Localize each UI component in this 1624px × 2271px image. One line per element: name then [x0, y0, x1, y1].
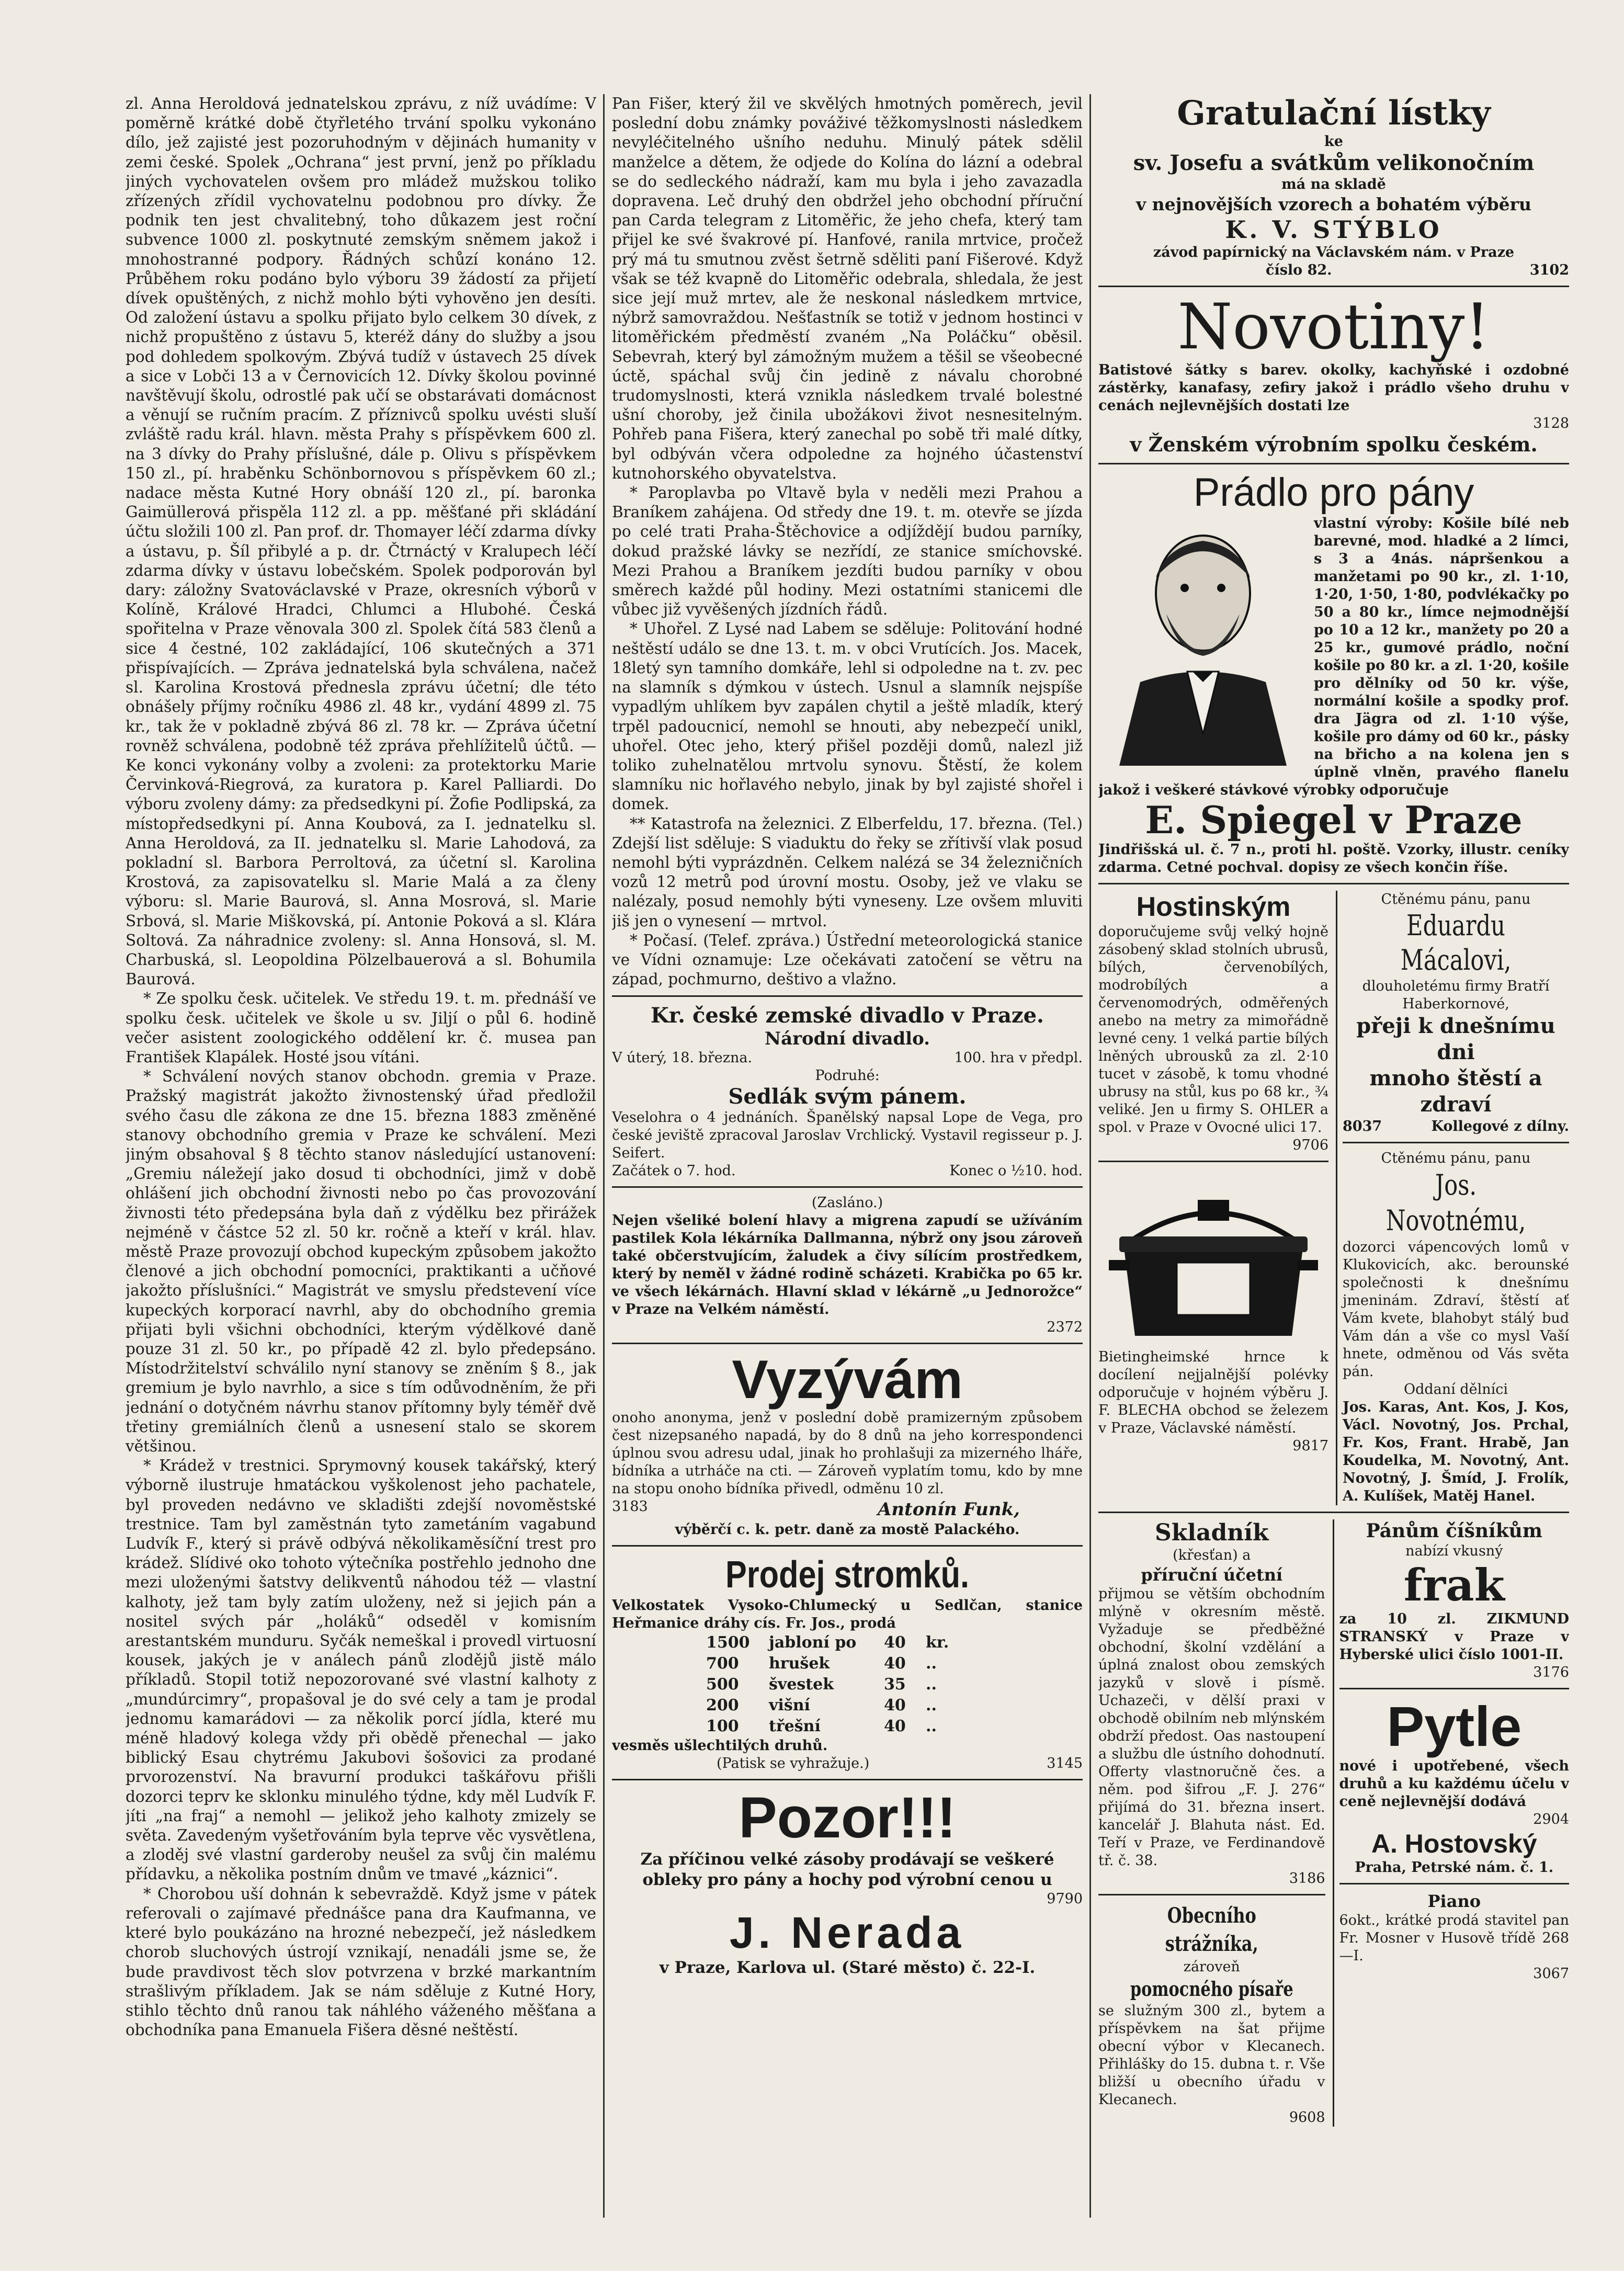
price-item: višní — [769, 1696, 810, 1715]
column-3 — [1098, 94, 1569, 2228]
price-value: 35 — [884, 1675, 906, 1694]
divider — [1339, 1883, 1569, 1884]
ad-number: 3145 — [1047, 1755, 1083, 1772]
theatre-ad — [612, 1003, 1083, 1180]
article-text — [126, 94, 596, 2040]
ad-number: 2372 — [1047, 1319, 1083, 1336]
price-item: jabloní po — [769, 1633, 857, 1652]
ad-number: 9790 — [1047, 1891, 1083, 1907]
divider — [612, 1343, 1083, 1344]
frak-line2: nabízí vkusný — [1405, 1543, 1503, 1559]
divider — [1098, 1512, 1569, 1513]
mac-wish2: mnoho štěstí a zdraví — [1369, 1066, 1542, 1117]
col3-right — [1336, 891, 1569, 1505]
pradlo-ad — [1098, 471, 1569, 877]
article-paragraph: * Ze spolku česk. učitelek. Ve středu 19. t. m. přednáší ve spolku česk. učitelek ve škole u sv. Jiljí o půl 6. hodině večer asistent zoologického oddělení kr. č. musea pan František Klapálek. Hosté jsou vítáni. — [126, 990, 596, 1066]
pradlo-title: Prádlo pro pány — [1193, 470, 1474, 515]
article-paragraph: * Krádež v trestnici. Sprymovný kousek takářský, který výborně ilustruje hmatáckou vyškolenost jeho pachatele, byl proveden nedávno ve skladišti zdejší novoměstské trestnice. Tam byl zaměstnán tyto zametáním vagabund Ludvík F., který si právě odbývá několikaměsíční trest pro krádež. Slídivé oko tohoto výtečníka postřehlo jednoho dne mezi uloženými šatstvy delikventů náhodou též — vlastní kalhoty, jež tam byly zatím uloženy, než si jejich pán a nositel svých pár „holáků“ odseděl v komisním arestantském munduru. Syčák nemeškal i provedl virtuosní kousek, jakých je v análech pánů zlodějů jistě málo příkladů. Stopil totiž nepozorované své vlastní kalhoty z „mundúrcimry“, propašoval je do své cely a tam je prodal jednomu kamarádovi — za několik porcí jídla, které mu méně hladový kolega vždy při obědě přenechal — jako biblický Esau chytrému Jakubovi šošovici za prodané prvorozenství. Na bravurní produkci taškářovu přišli dozorci teprv ke sklonku minulého týdne, kdy měl Ludvík F. jíti „na fraj“ a nemohl — jelikož jeho kalhoty zmizely se světa. Zavedeným vyšetřováním byla teprve věc vysvětlena, a zloděj své vlastní garderoby neušel za svůj čin malému přídavku, a několika postním dnům ve tmavé „káznici“. — [126, 1457, 596, 1883]
vyzyvam-title: Vyzývám — [732, 1349, 963, 1411]
novotiny-text: Batistové šátky s barev. okolky, kachyňské i ozdobné zástěrky, kanafasy, zefiry jakož i prádlo všeho druhu v cenách nejlevnějších dostati lze — [1098, 362, 1569, 414]
divider — [1098, 286, 1569, 287]
divider — [1098, 1161, 1328, 1162]
prodej-ad — [612, 1553, 1083, 1773]
grat-line4: závod papírnický na Václavském nám. v Praze — [1153, 244, 1515, 260]
pozor-title: Pozor!!! — [739, 1786, 956, 1850]
mac-foot — [1343, 1118, 1569, 1136]
price-row — [612, 1716, 1083, 1737]
price-unit: kr. — [926, 1633, 949, 1652]
frak-text: za 10 zl. ZIKMUND STRANSKÝ v Praze v Hyberské ulici číslo 1001-II. — [1339, 1611, 1569, 1663]
theatre-end: Konec o ½10. hod. — [949, 1163, 1083, 1179]
theatre-podruhe: Podruhé: — [815, 1068, 880, 1084]
ad-number: 3186 — [1289, 1870, 1325, 1887]
ad-number: 2904 — [1533, 1811, 1569, 1827]
divider — [612, 1779, 1083, 1780]
col3-right-bottom — [1333, 1519, 1569, 2127]
theatre-description: Veselohra o 4 jednáních. Španělský napsal Lope de Vega, pro české jeviště zpracoval Jaroslav Vrchlický. Vystavil regisseur p. J. Seifert. — [612, 1109, 1083, 1162]
divider — [1098, 1894, 1325, 1895]
pradlo-text: vlastní výroby: Košile bílé neb barevné, mod. hladké a 2 límci, s 3 a 4nás. nápršenkou a manžetami po 90 kr., zl. 1·10, 1·20, 1·50, 1·80, podvlékačky po 50 a 80 kr., límce nejmodnější po 10 a 12 kr., manžety po 20 a 25 kr., gumové prádlo, noční košile po 80 kr. a zl. 1·20, košile pro dělníky od 50 kr. výše, normální košile a spodky prof. dra Jägra od zl. 1·10 výše, košile pro dámy od 60 kr., pásky na břicho a na kolena jen s úplně vlněn, pravého flanelu jakož i veškeré stávkové výrobky odporučuje — [1098, 515, 1569, 798]
col3-split-bottom — [1098, 1519, 1569, 2127]
ad-number: 9817 — [1292, 1438, 1328, 1454]
piano-ad — [1339, 1891, 1569, 1983]
ad-number: 9706 — [1292, 1137, 1328, 1153]
price-item: třešní — [769, 1717, 821, 1736]
hostinskym-ad — [1098, 891, 1328, 1154]
article-paragraph: Pan Fišer, který žil ve skvělých hmotných poměrech, jevil poslední dobu známky pováživé těžkomyslnosti následkem nevyléčitelného ušního neduhu. Minulý pátek sdělil manželce a dětem, že odjede do Kolína do lázní a odebral se do sedleckého nádraží, kam mu byla i jeho zavazadla dopravena. Leč druhý den obdržel jeho obchodní příruční pan Carda telegram z Litoměřic, že jeho chefa, který tam přijel ke své švakrové pí. Hanfové, ranila mrtvice, pročež prý má tu smutnou zvěst šetrně sděliti paní Fišerové. Když však se též kvapně do Litoměřic odebrala, shledala, že jest sice její muž mrtev, ale že neskonal následkem mrtvice, nýbrž samovraždou. Nešťastník se totiž v jednom hostinci v litoměřickém předměstí zvaném „Na Poláčku“ oběsil. Sebevrah, který byl zámožným mužem a těšil se všeobecné úctě, spáchal svůj čin jedině z návalu chorobné trudomyslnosti, která vznikla následkem trvalé bolestné ušní choroby, jež činila ubožákovi život nesnesitelným. Pohřeb pana Fišera, který zanechal po sobě tři malé dítky, byl odbýván včera odpoledne za hojného účastenství kutnohorského obyvatelstva. — [612, 95, 1083, 482]
pozor-address: v Praze, Karlova ul. (Staré město) č. 22-I. — [659, 1958, 1036, 1978]
grat-line5: číslo 82. — [1266, 262, 1332, 278]
divider — [612, 1186, 1083, 1188]
sklad-title: Skladník — [1155, 1519, 1269, 1546]
divider — [612, 995, 1083, 997]
divider — [1098, 883, 1569, 884]
zaslano-ad — [612, 1194, 1083, 1336]
column-rule — [603, 94, 605, 2218]
pradlo-body — [1098, 515, 1569, 799]
grat-line3: v nejnovějších vzorech a bohatém výběru — [1135, 194, 1532, 214]
price-qty: 100 — [706, 1717, 739, 1736]
theatre-subscription: 100. hra v předpl. — [954, 1050, 1083, 1066]
sklad-sub2: příruční účetní — [1141, 1565, 1283, 1585]
pradlo-address: Jindřišská ul. č. 7 n., proti hl. poště. Vzorky, illustr. ceníky zdarma. Cetné pochval. dopisy ze všech končin říše. — [1098, 842, 1569, 876]
col3-split-top — [1098, 891, 1569, 1505]
price-dots: .. — [926, 1675, 937, 1694]
grat-title: Gratulační lístky — [1177, 94, 1491, 133]
macal-ad — [1343, 891, 1569, 1136]
column-1 — [126, 94, 596, 2228]
novotny-ad — [1343, 1150, 1569, 1505]
article-paragraph: * Paroplavba po Vltavě byla v neděli mezi Prahou a Braníkem zahájena. Od středy dne 19. t. m. otevře se jízda po celé trati Praha-Štěchovice a odjíždějí budou parníky, dokud pražské lávky se nezřídí, ze stanice smíchovské. Mezi Prahou a Braníkem jezdíti budou parníky v obou směrech každé půl hodiny. Mezi ostatními stanicemi dle vůbec již vyvěšených jízdních řádů. — [612, 484, 1083, 619]
gratulacni-ad — [1098, 94, 1569, 279]
pytle-ad — [1339, 1696, 1569, 1877]
straz-title: Obecního strážníka, — [1165, 1903, 1258, 1956]
pozor-ad — [612, 1787, 1083, 1978]
kettle-text: Bietingheimské hrnce k docílení nejjalnější polévky odporučuje v hojném výběru J. F. BLECHA obchod se železem v Praze, Václavské náměstí. — [1098, 1349, 1328, 1436]
grat-line2: má na skladě — [1281, 176, 1386, 192]
grat-line1: sv. Josefu a svátkům velikonočním — [1133, 151, 1535, 175]
novotiny-foot: v Ženském výrobním spolku českém. — [1130, 433, 1538, 456]
mac-name: Eduardu Mácalovi, — [1400, 909, 1512, 976]
piano-title: Piano — [1427, 1891, 1481, 1911]
pozor-name: J. Nerada — [729, 1908, 966, 1958]
prodej-text: Velkostatek Vysoko-Chlumecký u Sedlčan, stanice Heřmanice dráhy cís. Fr. Jos., prodá — [612, 1597, 1083, 1632]
price-qty: 1500 — [706, 1633, 750, 1652]
prodej-price-list — [612, 1632, 1083, 1737]
frak-ad — [1339, 1519, 1569, 1682]
pozor-text: Za příčinou velké zásoby prodávají se veškeré obleky pro pány a hochy pod výrobní cenou u — [640, 1850, 1054, 1890]
price-dots: .. — [926, 1717, 937, 1736]
price-dots: .. — [926, 1654, 937, 1673]
vyzyvam-name: Antonín Funk, — [877, 1499, 1020, 1520]
prodej-title: Prodej stromků. — [725, 1554, 969, 1596]
pytle-text: nové i upotřebené, všech druhů a ku každému účelu v ceně nejlevnější dodává — [1339, 1758, 1569, 1810]
divider — [1339, 1688, 1569, 1689]
novot-sign: Oddaní dělníci — [1403, 1381, 1508, 1398]
article-paragraph: * Chorobou uší dohnán k sebevraždě. Když jsme v pátek referovali o zajímavé přednášce pana dra Kaufmanna, ve které bylo poukázáno na hrozné nebezpečí, jež následkem chorob sluchových ústrojí vznikají, nenadáli jsme se, že bude pravdivost těch slov potvrzena v brzké markantním strašlivým příkladem. Jak se nám sděluje z Kutné Hory, stihlo těchto dnů ranou tak náhlého váženého měšťana a obchodníka pana Emanuela Fišera děsné neštěstí. — [126, 1884, 596, 2039]
theatre-start: Začátek o 7. hod. — [612, 1163, 736, 1179]
piano-text: 6okt., krátké prodá stavitel pan Fr. Mosner v Husově třídě 268—I. — [1339, 1912, 1569, 1964]
prodej-note: (Patisk se vyhražuje.) — [717, 1755, 870, 1772]
price-row — [612, 1674, 1083, 1695]
price-qty: 700 — [706, 1654, 739, 1673]
article-text — [612, 94, 1083, 989]
price-dots: .. — [926, 1696, 937, 1715]
price-qty: 500 — [706, 1675, 739, 1694]
price-row — [612, 1632, 1083, 1653]
vyzyvam-sub: výběrčí c. k. petr. daně za mostě Palackého. — [675, 1521, 1020, 1538]
price-value: 40 — [884, 1654, 906, 1673]
cooking-pot-illustration — [1098, 1168, 1328, 1346]
pytle-title: Pytle — [1387, 1695, 1522, 1758]
theatre-title: Kr. české zemské divadlo v Praze. — [651, 1003, 1044, 1028]
column-2 — [612, 94, 1083, 2228]
column-rule — [1089, 94, 1091, 2218]
vyzyvam-text: onoho anonyma, jenž v poslední době pramizerným způsobem čest nizepsaného napadá, by do 8 dnů na jeho korrespondenci úplnou svou adresu udal, jinak ho prohlašuji za mizerného lháře, bídníka a utrháče na cti. — Zároveň vyplatím tomu, kdo by mne na stopu onoho bídníka přivedl, odměnu 10 zl. — [612, 1410, 1083, 1497]
ad-number: 3102 — [1529, 262, 1569, 278]
pytle-name: A. Hostovský — [1371, 1829, 1537, 1858]
col3-left — [1098, 891, 1328, 1505]
article-paragraph: * Uhořel. Z Lysé nad Labem se sděluje: Politování hodné neštěstí událo se dne 13. t. m. v obci Vrutících. Jos. Macek, 18letý syn tamního domkáře, lehl si odpoledne na t. zv. pec na slamník s dýmkou v ústech. Usnul a slamník nejspíše vypadlým uhlíkem byv zapálen chytil a ještě mladík, který trpěl padoucnicí, nemohl se hnouti, aby nebezpečí unikl, uhořel. Otec jeho, který přišel později domů, nalezl již toliko zuhelnatělou mrtvolu synovu. Štěstí, že kolem slamníku nic hořlavého nebylo, jinak by byl zajisté shořel i domek. — [612, 620, 1083, 813]
price-value: 40 — [884, 1633, 906, 1652]
article-paragraph: ** Katastrofa na železnici. Z Elberfeldu, 17. března. (Tel.) Zdejší list sděluje: S viaduktu do řeky se zřítivší vlak posud nemohl býti vyprázdněn. Celkem nalézá se 34 železničních vozů 12 metrů pod úrovní mostu. Osoby, jež ve vlaku se nalézaly, posud nemohly býti vyneseny. Lze ovšem mluviti jiš jen o vynesení — mrtvol. — [612, 814, 1083, 930]
zaslano-head: (Zasláno.) — [811, 1195, 883, 1211]
grat-name: K. V. STÝBLO — [1225, 215, 1443, 244]
zaslano-text: Nejen všeliké bolení hlavy a migrena zapudí se užíváním pastilek Kola lékárníka Dallmanna, nýbrž ony jsou zároveň také občerstvujícím, žaludek a čivy sílícím prostředkem, který by neměl v žádné rodině scházeti. Krabička po 65 kr. ve všech lékárnách. Hlavní sklad v lékárně „u Jednorožce“ v Praze na Velkém náměstí. — [612, 1212, 1083, 1318]
divider — [1098, 463, 1569, 464]
divider — [612, 1545, 1083, 1547]
straz-sub: zároveň — [1183, 1959, 1240, 1975]
article-paragraph: * Schválení nových stanov obchodn. gremia v Praze. Pražský magistrát jakožto živnostenský úřad předložil svého času dle zákona ze dne 15. března 1883 změněné stanovy obchodního gremia v Praze ke schválení. Mezi jiným obsahoval § 8 těchto stanov následující ustanovení: „Gremiu náležejí jako dosud ti obchodníci, jimž v době ohlášení jich obchodní živnosti nebo po čas provozování živnosti této předepsána byla daň z výdělku bez přirážek nejméně v částce 52 zl. 50 kr. ročně a kteří v král. hlav. městě Praze provozují obchod kupeckým způsobem jakožto členové a jich obchodní pomocníci, praktikanti a učňové jakožto příslušníci.“ Magistrát ve smyslu předstevení více kupeckých korporací navrhl, aby do obchodního gremia přijati byli všichni obchodníci, kterým výdělkové daně pouze 31 zl. 50 kr., po případě 42 zl. bylo předepsáno. Místodržitelství schválilo nyní stanovy se zněním § 8., jak gremium je bylo navrhlo, a sice s tím odůvodněním, že při jednání o dotyčném návrhu stanov přítomny byly téměř dvě třetiny gremiálních členů a usnesení stalo se skorem většinou. — [126, 1068, 596, 1456]
skladnik-ad — [1098, 1519, 1325, 1888]
ad-number: 8037 — [1343, 1118, 1382, 1134]
frak-title: frak — [1403, 1559, 1505, 1611]
sklad-sub: (křesťan) a — [1173, 1547, 1251, 1563]
theatre-play: Sedlák svým pánem. — [728, 1084, 967, 1109]
ad-number: 3176 — [1533, 1664, 1569, 1680]
sklad-text: přijmou se větším obchodním mlýně v okresním městě. Vyžaduje se předběžné obchodní, školní vzdělání a úplná znalost obou zemských jazyků v slově i písmě. Uchazeči, v dělší praxi v obchodě obilním neb mlýnském obdrží předost. Oas nastoupení a službu dle ústního dohodnutí. Offerty vlastnoručně čes. a něm. pod šifrou „F. J. 276“ přijímá do 31. března insert. kancelář J. Blahuta nást. Ed. Teří v Praze, ve Ferdinandově tř. č. 38. — [1098, 1586, 1325, 1869]
host-title: Hostinským — [1136, 892, 1291, 922]
grat-ke: ke — [1324, 133, 1343, 150]
article-paragraph: zl. Anna Heroldová jednatelskou zprávu, z níž uvádíme: V poměrně krátké době čtyřletého trvání spolku vykonáno dílo, jež zajisté jest pozoruhodným v dějinách humanity v zemi české. Spolek „Ochrana“ jest první, jenž po příkladu jiných vychovatelen ovšem pro mládež mužskou toliko zřízených zřídil vychovatelnu podobnou pro dívky. Že podnik ten jest chvalitebný, toho důkazem jest roční subvence 1000 zl. poskytnuté zemským sněmem jakož i mnohostranné podpory. Řádných schůzí konáno 12. Průběhem roku podáno bylo výboru 39 žádostí za přijetí dívek opuštěných, z nichž mohlo býti vyhověno jen desíti. Od založení ústavu a spolku přijato bylo celkem 30 dívek, z nichž propuštěno z ústavu 5, kteréž dány do služby a jsou pod dohledem spolkovým. Zbývá tudíž v ústavech 25 dívek a sice v Lobči 13 a v Černovicích 12. Dívky školou povinné navštěvují školu, odrostlé pak učí se obstarávati domácnost a věnují se ručním pracím. Z příznivců spolku uvésti sluší zvláště radu král. hlavn. města Prahy s příspěvkem 600 zl. na 3 dívky do Prahy příslušné, dále p. Olivu s příspěvkem 150 zl., pí. hraběnku Schönbornovou s příspěvkem 60 zl.; nadace města Kutné Hory obnáší 120 zl., pí. baronka Gaimüllerová přispěla 112 zl. a pp. měšťané při skládání účtu složili 100 zl. Pan prof. dr. Thomayer léčí zdarma dívky a ústavu, p. Šíl přibylé a p. dr. Čtrnáctý v Kralupech léčí zdarma dívky v ústavu lobečském. Spolek podporován byl dary: záložny Svatováclavské v Praze, okresních výborů v Kolíně, Králové Hradci, Chlumci a Hlubohé. Česká spořitelna v Praze věnovala 300 zl. Spolek čítá 583 členů a sice 4 čestné, 102 zakládající, 106 skutečných a 371 přispívajících. — Zpráva jednatelská byla schválena, načež sl. Karolina Krostová přednesla zprávu účetní; dle této obnášely příjmy ročníku 4986 zl. 48 kr., vydání 4899 zl. 75 kr., tak že v pokladně zbývá 86 zl. 78 kr. — Zpráva účetní rovněž schválena, podobně též zpráva přehlížitelů účtů. — Ke konci vykonány volby a zvoleni: za protektorku Marie Červinková-Riegrová, za kuratora p. Karel Palliardi. Do výboru zvoleny dámy: za předsedkyni pí. Žofie Podlipská, za místopředsedkyni pí. Anna Koubová, za I. jednatelku sl. Anna Heroldová, za II. jednatelku sl. Marie Lahodová, za pokladní sl. Barbora Perroltová, za účetní sl. Karolina Krostová, za zapisovatelku sl. Marie Malá a za členy výboru: sl. Marie Baurová, sl. Anna Mosrová, sl. Marie Srbová, sl. Marie Miškovská, pí. Antonie Poková a sl. Klára Soltová. Za náhradnice zvoleny: sl. Anna Honsová, sl. M. Charbuská, sl. Leopoldina Pölzelbauerová a sl. Bohumila Baurová. — [126, 95, 596, 989]
divider — [1343, 1142, 1569, 1143]
price-row — [612, 1695, 1083, 1716]
ad-number: 3128 — [1533, 415, 1569, 432]
prodej-tail: vesměs ušlechtilých druhů. — [612, 1738, 828, 1754]
vyzyvam-ad — [612, 1350, 1083, 1539]
kettle-ad — [1098, 1168, 1328, 1455]
price-row — [612, 1653, 1083, 1674]
novot-head: Ctěnému pánu, panu — [1381, 1150, 1531, 1166]
novotiny-title: Novotiny! — [1177, 291, 1490, 364]
prodej-foot — [612, 1755, 1083, 1773]
mac-head: Ctěnému pánu, panu — [1381, 891, 1531, 907]
price-item: hrušek — [769, 1654, 830, 1673]
vyzyvam-sign-row — [612, 1498, 1083, 1521]
pytle-address: Praha, Petrské nám. č. 1. — [1355, 1859, 1554, 1876]
gentleman-portrait-illustration — [1098, 515, 1308, 766]
ad-number: 9608 — [1289, 2109, 1325, 2126]
theatre-date-row — [612, 1049, 1083, 1067]
price-item: švestek — [769, 1675, 834, 1694]
theatre-subtitle: Národní divadlo. — [764, 1028, 930, 1050]
price-value: 40 — [884, 1696, 906, 1715]
theatre-date: V úterý, 18. března. — [612, 1050, 753, 1066]
novot-text: dozorci vápencových lomů v Klukovicích, akc. berounské společnosti k dnešnímu jmeninám. Zdraví, štěstí ať Vám kvete, blahobyt stálý buď Vám dán a vše co mysl Vaší hnete, odměnou od Vás světa pán. — [1343, 1239, 1569, 1380]
straz-text: se služným 300 zl., bytem a příspěvkem na šat přijme obecní výbor v Klecanech. Přihlášky do 15. dubna t. r. Vše bližší u obecního úřadu v Klecanech. — [1098, 2003, 1325, 2108]
mac-sub: dlouholetému firmy Bratří Haberkornové, — [1362, 978, 1550, 1012]
frak-line1: Pánům číšníkům — [1366, 1520, 1542, 1542]
article-paragraph: * Počasí. (Telef. zpráva.) Ústřední meteorologická stanice ve Vídni oznamuje: Lze očekávati zatočení se větru na západ, pochmurno, deštivo a vlažno. — [612, 931, 1083, 989]
mac-wish: přeji k dnešnímu dni — [1356, 1014, 1555, 1064]
straz-title2: pomocného písaře — [1130, 1977, 1293, 2001]
host-text: doporučujeme svůj velký hojně zásobený sklad stolních ubrusů, bílých, červenobílých, modrobílých a červenomodrých, odměřených anebo na metry za mimořádně levné ceny. 1 velká partie bílých lněných ubrousků za zl. 2·10 tucet v zásobě, k tomu vhodné ubrusy na stůl, kus po 68 kr., ¾ veliké. Jen u firmy S. OHLER a spol. v Praze v Ovocné ulici 17. — [1098, 924, 1328, 1136]
straznik-ad — [1098, 1902, 1325, 2127]
grat-foot — [1098, 262, 1569, 279]
price-qty: 200 — [706, 1696, 739, 1715]
price-value: 40 — [884, 1717, 906, 1736]
ad-number: 3183 — [612, 1498, 648, 1515]
novot-names: Jos. Karas, Ant. Kos, J. Kos, Václ. Novotný, Jos. Prchal, Fr. Kos, Frant. Hrabě, Jan Koudelka, M. Novotný, Ant. Novotný, J. Šmíd, J. Frolík, A. Kulíšek, Matěj Hanel. — [1343, 1399, 1569, 1504]
novot-name: Jos. Novotnému, — [1385, 1168, 1526, 1237]
ad-number: 3067 — [1533, 1966, 1569, 1982]
mac-sign: Kollegové z dílny. — [1431, 1118, 1569, 1134]
pradlo-firm: E. Spiegel v Praze — [1145, 798, 1523, 842]
theatre-times — [612, 1162, 1083, 1180]
novotiny-ad — [1098, 293, 1569, 457]
col3-left-bottom — [1098, 1519, 1325, 2127]
